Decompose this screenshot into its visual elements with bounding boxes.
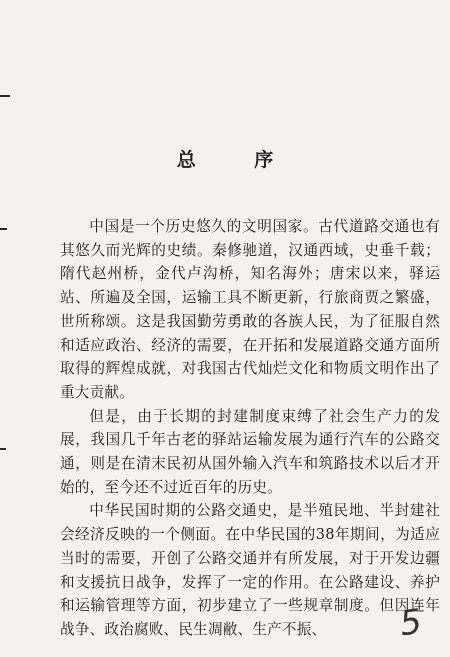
paragraph: 中华民国时期的公路交通史，是半殖民地、半封建社会经济反映的一个侧面。在中华民国的38年期间，为适应当时的需要，开创了公路交通并有所发展，对于开发边疆和支援抗日战争，发挥了一定的作用。在公路建设、养护和运输管理等方面，初步建立了一些规章制度。但因连年战争、政治腐败、民生凋敝、生产不振、 bbox=[60, 502, 440, 638]
body-text bbox=[60, 215, 440, 642]
paragraph: 但是，由于长期的封建制度束缚了社会生产力的发展，我国几千年古老的驿站运输发展为通行汽车的公路交通，则是在清末民初从国外输入汽车和筑路技术以后才开始的，至今还不过近百年的历史。 bbox=[60, 407, 440, 496]
page-title: 总 序 bbox=[176, 149, 300, 171]
edge-mark bbox=[0, 95, 10, 97]
paragraph: 中国是一个历史悠久的文明国家。古代道路交通也有其悠久而光辉的史绩。秦修驰道，汉通西域，史垂千载；隋代赵州桥，金代卢沟桥，知名海外；唐宋以来，驿运站、所遍及全国，运输工具不断更新，行旅商贾之繁盛，世所称颂。这是我国勤劳勇敢的各族人民，为了征服自然和适应政治、经济的需要，在开拓和发展道路交通方面所取得的辉煌成就，对我国古代灿烂文化和物质文明作出了重大贡献。 bbox=[60, 218, 440, 401]
edge-mark bbox=[0, 448, 6, 450]
page-number: 5 bbox=[397, 601, 425, 645]
edge-mark bbox=[0, 228, 7, 230]
